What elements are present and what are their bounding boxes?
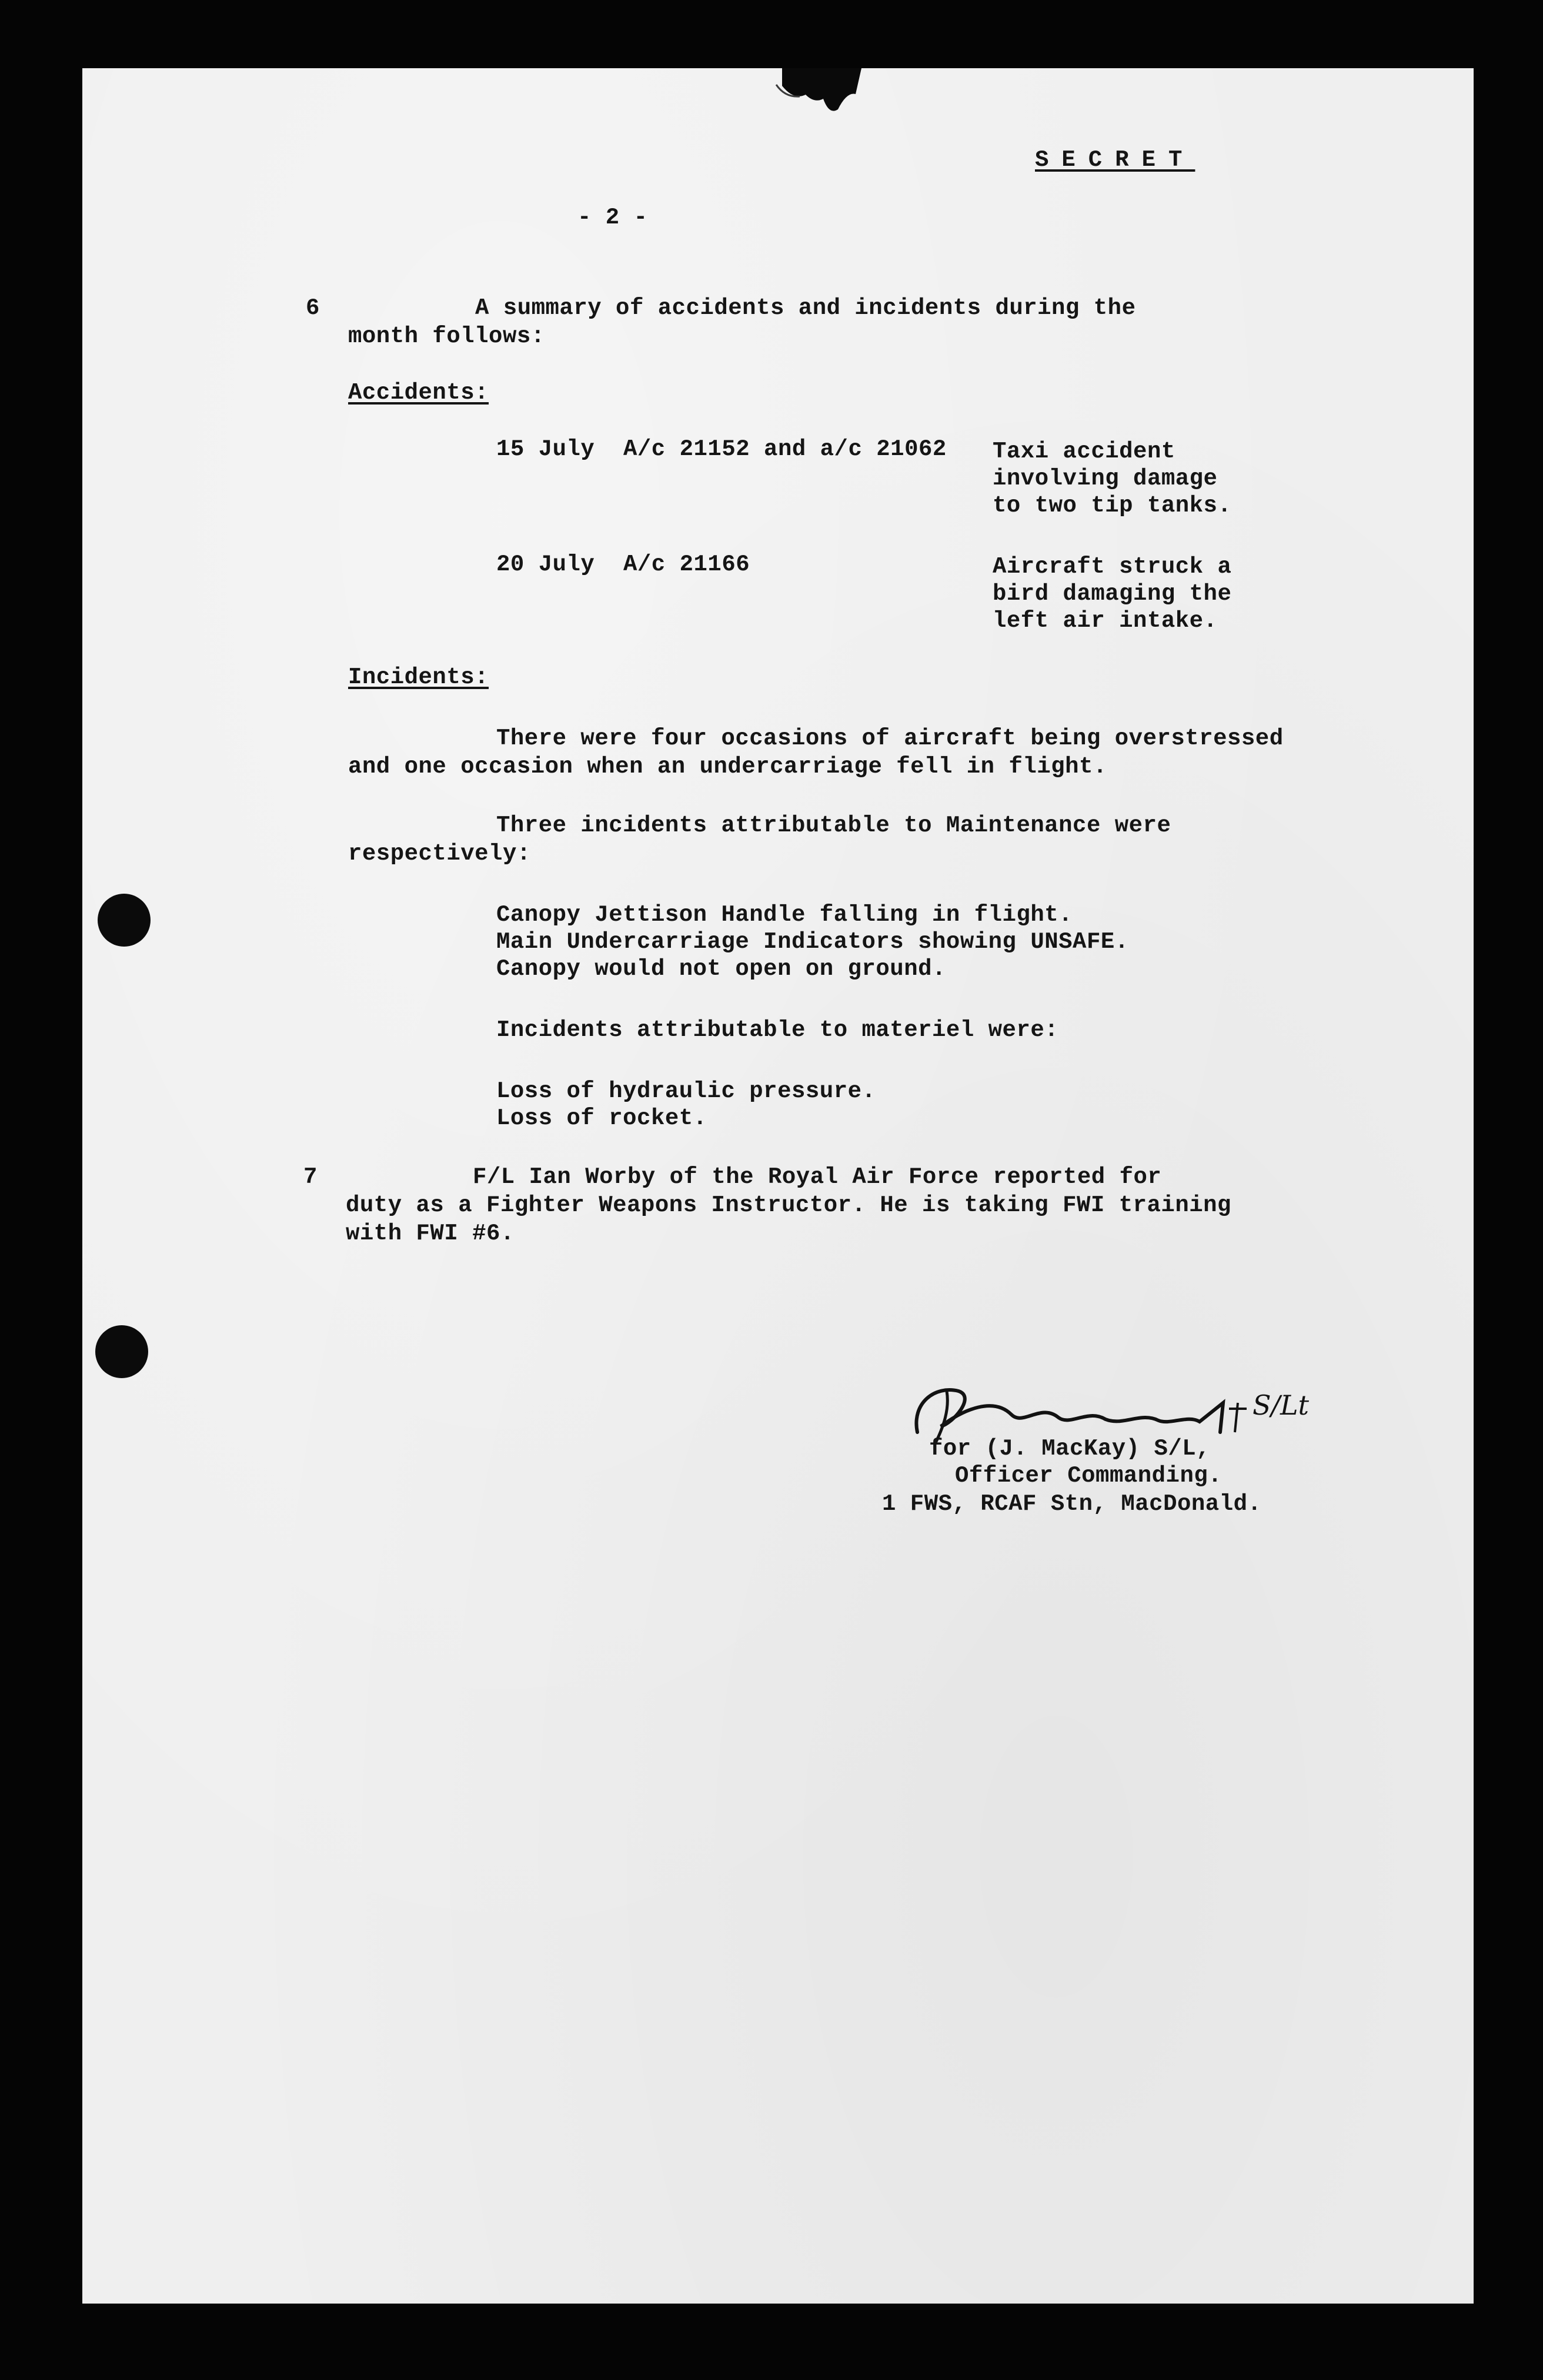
materiel-incident-item: Loss of rocket. (496, 1105, 707, 1131)
accident-description-line: Taxi accident (993, 439, 1175, 464)
signature-line-1: for (J. MacKay) S/L, (929, 1436, 1211, 1462)
paragraph-7-line-1: F/L Ian Worby of the Royal Air Force reported for (473, 1164, 1162, 1190)
accident-date: 15 July (496, 436, 595, 462)
maintenance-incident-item: Main Undercarriage Indicators showing UNSAFE. (496, 929, 1129, 955)
classification-label: SECRET (1035, 147, 1195, 173)
accident-aircraft: A/c 21152 and a/c 21062 (623, 436, 947, 462)
maintenance-incident-item: Canopy would not open on ground. (496, 956, 946, 982)
accidents-heading: Accidents: (348, 380, 489, 406)
incidents-paragraph-1-line-2: and one occasion when an undercarriage fell in flight. (348, 754, 1107, 780)
page-number: - 2 - (577, 205, 648, 230)
materiel-intro: Incidents attributable to materiel were: (496, 1017, 1059, 1043)
accident-description-line: bird damaging the (993, 581, 1232, 607)
incidents-heading: Incidents: (348, 664, 489, 690)
binder-hole-top (98, 894, 151, 947)
signature-handwriting: S/Lt (1253, 1389, 1310, 1421)
accident-description-line: left air intake. (993, 608, 1218, 634)
torn-edge-mark (759, 68, 888, 121)
accident-description-line: to two tip tanks. (993, 493, 1232, 519)
paragraph-number-7: 7 (303, 1164, 318, 1190)
signature-line-2: Officer Commanding. (955, 1463, 1223, 1489)
paragraph-7-line-3: with FWI #6. (346, 1221, 515, 1246)
binder-hole-bottom (95, 1325, 148, 1378)
paragraph-7-line-2: duty as a Fighter Weapons Instructor. He is taking FWI training (346, 1192, 1231, 1218)
accident-date: 20 July (496, 551, 595, 577)
paragraph-6-line-1: A summary of accidents and incidents during the (475, 295, 1136, 321)
materiel-incident-item: Loss of hydraulic pressure. (496, 1078, 876, 1104)
signature-line-3: 1 FWS, RCAF Stn, MacDonald. (882, 1491, 1262, 1517)
paragraph-number-6: 6 (306, 295, 320, 321)
accident-description-line: Aircraft struck a (993, 554, 1232, 580)
accident-aircraft: A/c 21166 (623, 551, 750, 577)
incidents-paragraph-2-line-1: Three incidents attributable to Maintenance were (496, 813, 1171, 838)
incidents-paragraph-1-line-1: There were four occasions of aircraft being overstressed (496, 726, 1284, 751)
maintenance-incident-item: Canopy Jettison Handle falling in flight. (496, 902, 1073, 928)
document-page (82, 68, 1474, 2304)
paragraph-6-line-2: month follows: (348, 323, 545, 349)
accident-description-line: involving damage (993, 466, 1218, 492)
incidents-paragraph-2-line-2: respectively: (348, 841, 531, 867)
